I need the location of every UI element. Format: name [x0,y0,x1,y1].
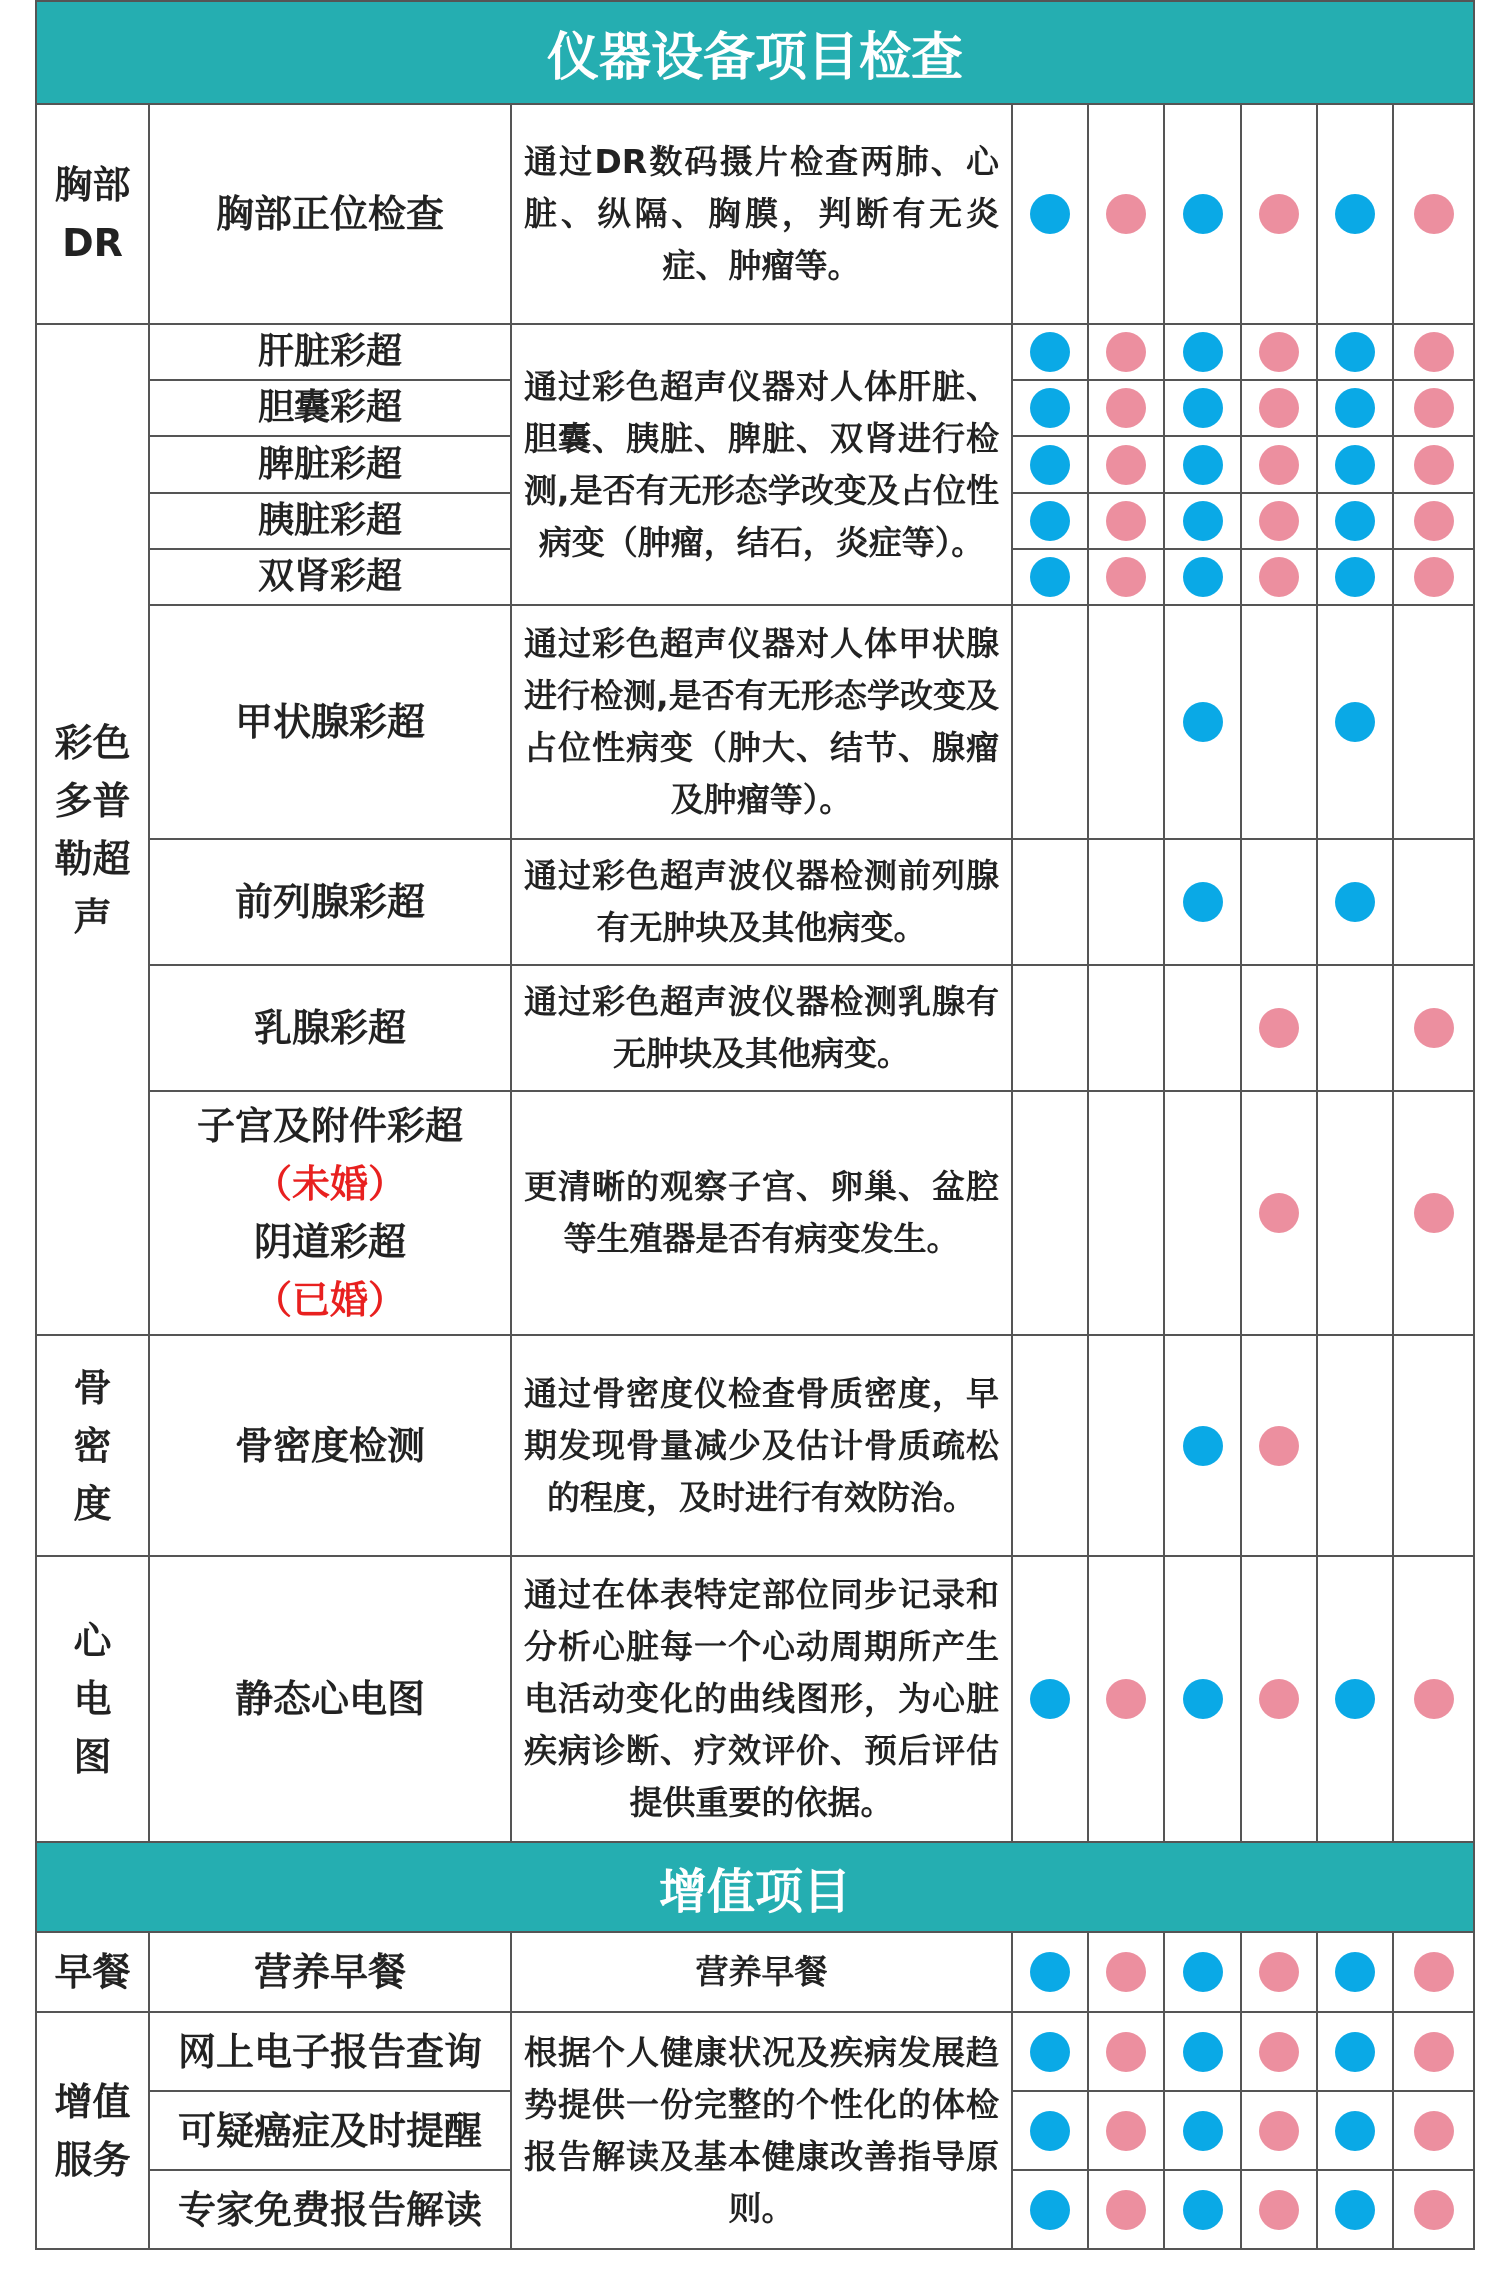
pink-dot-icon [1106,1952,1146,1992]
package-mark-cell [1089,1557,1165,1843]
description-text: 通过彩色超声波仪器检测前列腺有无肿块及其他病变。 [524,856,999,947]
description-text: 营养早餐 [695,1952,828,1991]
description-text: 通过骨密度仪检查骨质密度，早期发现骨量减少及估计骨质疏松的程度，及时进行有效防治。 [524,1373,999,1517]
category-label: 彩色多普勒超声 [54,720,131,939]
pink-dot-icon [1414,445,1454,485]
package-mark-cell [1394,606,1475,840]
blue-dot-icon [1335,557,1375,597]
item-cell [150,2092,512,2171]
pink-dot-icon [1414,2190,1454,2230]
pink-dot-icon [1414,194,1454,234]
package-mark-cell [1318,1557,1394,1843]
category-cell [35,1336,150,1557]
blue-dot-icon [1030,332,1070,372]
pink-dot-icon [1106,388,1146,428]
item-cell [150,840,512,966]
item-cell [150,966,512,1092]
item-label: 脾脏彩超 [257,443,402,485]
pink-dot-icon [1414,501,1454,541]
package-mark-cell [1089,840,1165,966]
pink-dot-icon [1259,1952,1299,1992]
item-cell [150,1336,512,1557]
package-mark-cell [1242,381,1318,437]
blue-dot-icon [1030,194,1070,234]
package-mark-cell [1089,966,1165,1092]
package-mark-cell [1013,550,1089,606]
item-label: 甲状腺彩超 [234,700,425,744]
description-cell [512,2013,1013,2250]
pink-dot-icon [1259,1193,1299,1233]
package-mark-cell [1165,325,1242,381]
description-cell [512,325,1013,606]
package-mark-cell [1013,1336,1089,1557]
package-mark-cell [1394,966,1475,1092]
pink-dot-icon [1259,2032,1299,2072]
package-mark-cell [1242,966,1318,1092]
pink-dot-icon [1414,2032,1454,2072]
item-cell [150,325,512,381]
pink-dot-icon [1414,1952,1454,1992]
package-mark-cell [1318,2013,1394,2092]
blue-dot-icon [1030,501,1070,541]
item-cell [150,437,512,494]
package-mark-cell [1089,381,1165,437]
package-mark-cell [1318,550,1394,606]
item-label: 阴道彩超 [253,1220,406,1264]
package-mark-cell [1013,2171,1089,2250]
pink-dot-icon [1259,501,1299,541]
pink-dot-icon [1106,2032,1146,2072]
package-mark-cell [1165,606,1242,840]
package-mark-cell [1318,325,1394,381]
package-mark-cell [1013,2013,1089,2092]
pink-dot-icon [1106,501,1146,541]
pink-dot-icon [1106,445,1146,485]
package-mark-cell [1318,606,1394,840]
blue-dot-icon [1030,388,1070,428]
package-mark-cell [1089,1933,1165,2013]
item-cell [150,1933,512,2013]
package-mark-cell [1013,840,1089,966]
package-mark-cell [1242,105,1318,325]
package-mark-cell [1089,606,1165,840]
blue-dot-icon [1335,388,1375,428]
package-mark-cell [1394,381,1475,437]
description-text: 通过DR数码摄片检查两肺、心脏、纵隔、胸膜，判断有无炎症、肿瘤等。 [524,142,999,285]
package-mark-cell [1089,2092,1165,2171]
package-mark-cell [1242,1336,1318,1557]
package-mark-cell [1165,2013,1242,2092]
package-mark-cell [1013,2092,1089,2171]
package-mark-cell [1394,437,1475,494]
blue-dot-icon [1335,194,1375,234]
description-cell [512,1933,1013,2013]
package-mark-cell [1165,1092,1242,1336]
package-mark-cell [1165,494,1242,550]
pink-dot-icon [1259,1008,1299,1048]
package-mark-cell [1013,105,1089,325]
category-cell [35,105,150,325]
description-cell [512,966,1013,1092]
blue-dot-icon [1335,332,1375,372]
category-label: 胸部DR [54,163,131,265]
item-cell [150,606,512,840]
blue-dot-icon [1335,445,1375,485]
package-mark-cell [1165,1933,1242,2013]
description-text: 通过彩色超声仪器对人体肝脏、胆囊、胰脏、脾脏、双肾进行检测,是否有无形态学改变及占位性病变（肿瘤，结石，炎症等）。 [524,366,999,562]
pink-dot-icon [1259,2190,1299,2230]
item-label: 专家免费报告解读 [177,2187,482,2232]
blue-dot-icon [1030,2032,1070,2072]
description-cell [512,840,1013,966]
pink-dot-icon [1414,2111,1454,2151]
blue-dot-icon [1183,332,1223,372]
package-mark-cell [1318,840,1394,966]
item-note: （已婚） [253,1278,406,1322]
package-mark-cell [1242,1092,1318,1336]
package-mark-cell [1318,2092,1394,2171]
package-mark-cell [1394,105,1475,325]
description-cell [512,1092,1013,1336]
package-mark-cell [1013,1933,1089,2013]
package-mark-cell [1242,2013,1318,2092]
pink-dot-icon [1259,194,1299,234]
category-label: 心电图 [73,1619,112,1779]
package-mark-cell [1242,2092,1318,2171]
package-mark-cell [1394,494,1475,550]
package-mark-cell [1165,550,1242,606]
package-mark-cell [1089,105,1165,325]
package-mark-cell [1318,494,1394,550]
package-mark-cell [1318,1933,1394,2013]
blue-dot-icon [1030,445,1070,485]
blue-dot-icon [1030,2190,1070,2230]
blue-dot-icon [1183,557,1223,597]
pink-dot-icon [1259,1679,1299,1719]
package-mark-cell [1165,2171,1242,2250]
blue-dot-icon [1335,2032,1375,2072]
package-mark-cell [1394,1336,1475,1557]
blue-dot-icon [1183,1679,1223,1719]
pink-dot-icon [1414,332,1454,372]
package-mark-cell [1394,1933,1475,2013]
blue-dot-icon [1030,557,1070,597]
category-cell [35,1557,150,1843]
blue-dot-icon [1030,1952,1070,1992]
package-mark-cell [1318,437,1394,494]
package-mark-cell [1165,381,1242,437]
description-cell [512,105,1013,325]
pink-dot-icon [1259,2111,1299,2151]
description-text: 根据个人健康状况及疾病发展趋势提供一份完整的个性化的体检报告解读及基本健康改善指导原则。 [524,2032,999,2228]
blue-dot-icon [1183,501,1223,541]
package-mark-cell [1013,606,1089,840]
blue-dot-icon [1183,388,1223,428]
category-label: 增值服务 [54,2079,131,2182]
pink-dot-icon [1414,1193,1454,1233]
package-mark-cell [1394,2092,1475,2171]
package-mark-cell [1165,1336,1242,1557]
pink-dot-icon [1106,2190,1146,2230]
pink-dot-icon [1259,1426,1299,1466]
package-mark-cell [1165,2092,1242,2171]
package-mark-cell [1394,1557,1475,1843]
description-cell [512,1336,1013,1557]
package-mark-cell [1394,840,1475,966]
item-label: 双肾彩超 [257,556,402,597]
item-cell [150,1092,512,1336]
item-label: 胰脏彩超 [257,500,402,541]
blue-dot-icon [1335,1679,1375,1719]
item-cell [150,550,512,606]
package-mark-cell [1242,437,1318,494]
package-mark-cell [1089,325,1165,381]
blue-dot-icon [1335,501,1375,541]
package-mark-cell [1318,1336,1394,1557]
blue-dot-icon [1030,2111,1070,2151]
blue-dot-icon [1030,1679,1070,1719]
package-mark-cell [1089,1092,1165,1336]
package-mark-cell [1013,1092,1089,1336]
pink-dot-icon [1414,557,1454,597]
blue-dot-icon [1335,1952,1375,1992]
blue-dot-icon [1183,2111,1223,2151]
package-mark-cell [1242,550,1318,606]
pink-dot-icon [1259,388,1299,428]
pink-dot-icon [1106,557,1146,597]
package-mark-cell [1318,105,1394,325]
pink-dot-icon [1414,1679,1454,1719]
description-text: 通过在体表特定部位同步记录和分析心脏每一个心动周期所产生电活动变化的曲线图形，为心脏疾病诊断、疗效评价、预后评估提供重要的依据。 [524,1575,999,1822]
item-cell [150,381,512,437]
package-mark-cell [1242,1557,1318,1843]
category-label: 骨密度 [73,1365,112,1526]
pink-dot-icon [1259,557,1299,597]
category-cell [35,2013,150,2250]
item-label: 肝脏彩超 [257,331,402,372]
package-mark-cell [1165,1557,1242,1843]
package-mark-cell [1013,966,1089,1092]
description-text: 通过彩色超声波仪器检测乳腺有无肿块及其他病变。 [524,982,999,1073]
blue-dot-icon [1335,2111,1375,2151]
package-mark-cell [1242,1933,1318,2013]
item-cell [150,1557,512,1843]
package-mark-cell [1089,437,1165,494]
item-cell [150,2013,512,2092]
pink-dot-icon [1259,445,1299,485]
package-mark-cell [1089,1336,1165,1557]
pink-dot-icon [1259,332,1299,372]
package-mark-cell [1165,966,1242,1092]
package-mark-cell [1242,606,1318,840]
pink-dot-icon [1106,332,1146,372]
package-mark-cell [1089,550,1165,606]
package-mark-cell [1013,494,1089,550]
description-text: 更清晰的观察子宫、卵巢、盆腔等生殖器是否有病变发生。 [524,1167,999,1258]
item-label: 营养早餐 [253,1950,406,1994]
item-label: 乳腺彩超 [253,1006,406,1050]
blue-dot-icon [1183,1426,1223,1466]
item-cell [150,2171,512,2250]
description-cell [512,1557,1013,1843]
item-cell [150,494,512,550]
section-title: 仪器设备项目检查 [35,0,1475,105]
item-cell [150,105,512,325]
package-mark-cell [1394,325,1475,381]
item-label: 可疑癌症及时提醒 [177,2108,482,2153]
package-mark-cell [1013,381,1089,437]
item-label: 骨密度检测 [234,1423,425,1468]
package-mark-cell [1013,437,1089,494]
pink-dot-icon [1106,1679,1146,1719]
item-label: 子宫及附件彩超 [196,1104,463,1148]
package-mark-cell [1394,550,1475,606]
description-cell [512,606,1013,840]
package-mark-cell [1318,1092,1394,1336]
package-mark-cell [1242,325,1318,381]
package-mark-cell [1394,2171,1475,2250]
package-mark-cell [1165,437,1242,494]
blue-dot-icon [1183,2190,1223,2230]
blue-dot-icon [1183,194,1223,234]
package-mark-cell [1089,2171,1165,2250]
package-mark-cell [1089,494,1165,550]
item-note: （未婚） [253,1162,406,1206]
category-label: 早餐 [54,1950,131,1994]
package-mark-cell [1242,840,1318,966]
pink-dot-icon [1106,2111,1146,2151]
package-mark-cell [1013,325,1089,381]
blue-dot-icon [1335,882,1375,922]
description-text: 通过彩色超声仪器对人体甲状腺进行检测,是否有无形态学改变及占位性病变（肿大、结节、腺瘤及肿瘤等）。 [524,624,999,819]
category-cell [35,1933,150,2013]
pink-dot-icon [1414,1008,1454,1048]
item-label: 静态心电图 [234,1677,425,1721]
blue-dot-icon [1335,2190,1375,2230]
package-mark-cell [1242,494,1318,550]
section-title: 增值项目 [35,1843,1475,1933]
package-mark-cell [1013,1557,1089,1843]
category-cell [35,325,150,1336]
pink-dot-icon [1414,388,1454,428]
package-mark-cell [1318,381,1394,437]
package-mark-cell [1165,840,1242,966]
blue-dot-icon [1335,702,1375,742]
blue-dot-icon [1183,445,1223,485]
package-mark-cell [1165,105,1242,325]
blue-dot-icon [1183,882,1223,922]
package-mark-cell [1089,2013,1165,2092]
item-label: 网上电子报告查询 [177,2029,482,2074]
blue-dot-icon [1183,1952,1223,1992]
item-label: 胆囊彩超 [257,387,402,428]
blue-dot-icon [1183,702,1223,742]
item-label: 前列腺彩超 [234,880,425,924]
package-mark-cell [1318,2171,1394,2250]
package-mark-cell [1242,2171,1318,2250]
package-mark-cell [1318,966,1394,1092]
package-mark-cell [1394,2013,1475,2092]
pink-dot-icon [1106,194,1146,234]
package-mark-cell [1394,1092,1475,1336]
blue-dot-icon [1183,2032,1223,2072]
item-label: 胸部正位检查 [215,192,444,236]
